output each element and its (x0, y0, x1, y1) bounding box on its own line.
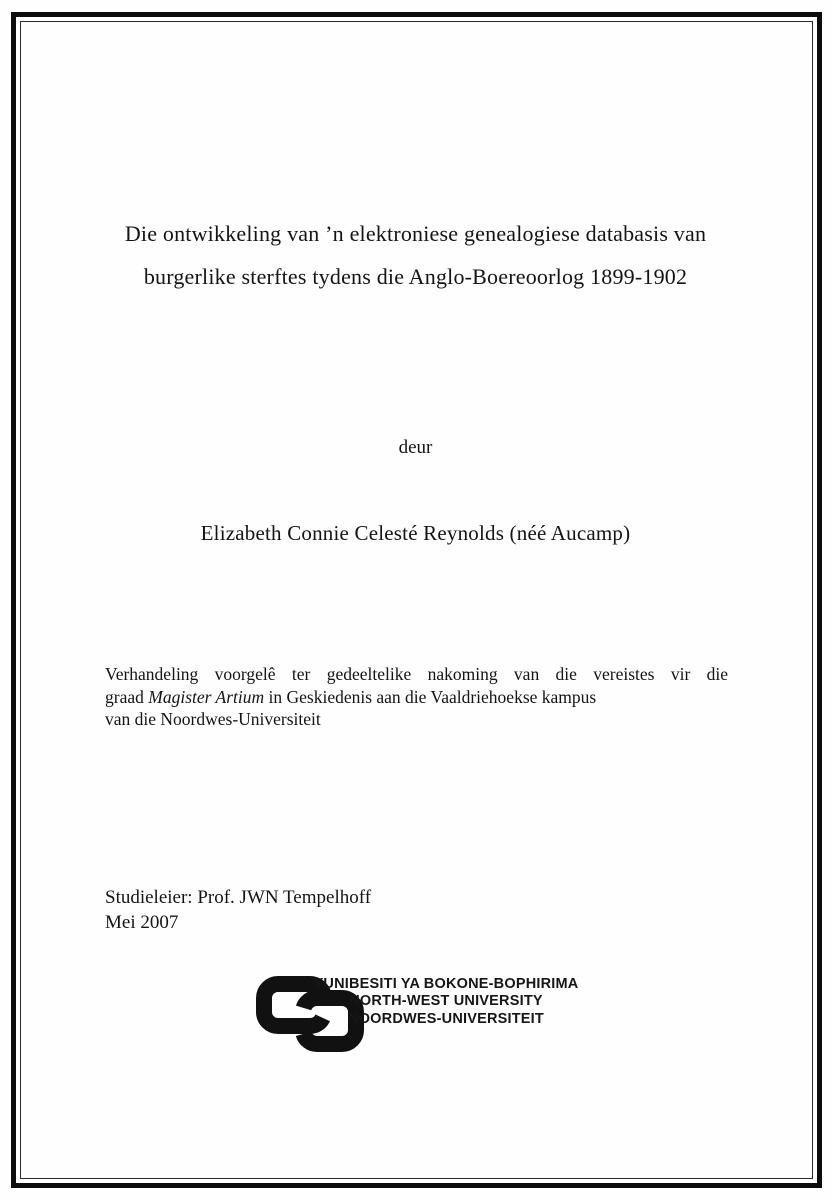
date-line: Mei 2007 (105, 912, 179, 933)
logo-text-line3: NOORDWES-UNIVERSITEIT (348, 1010, 544, 1027)
degree-name: Magister Artium (148, 686, 265, 707)
submission-line2-post: in Geskiedenis aan die Vaaldriehoekse kampus (264, 686, 597, 707)
thesis-title-line1: Die ontwikkeling van ’n elektroniese genealogiese databasis van (124, 221, 707, 246)
university-logo (254, 969, 584, 1054)
logo-text-line2: NORTH-WEST UNIVERSITY (349, 993, 543, 1010)
supervisor-block (105, 885, 371, 935)
thesis-title-line2: burgerlike sterftes tydens die Anglo-Boereoorlog 1899-1902 (143, 264, 688, 289)
submission-line3: van die Noordwes-Universiteit (105, 709, 321, 729)
submission-line2-pre: graad (105, 686, 149, 707)
university-logo-text (313, 976, 579, 1028)
thesis-title (60, 212, 771, 298)
supervisor-line: Studieleier: Prof. JWN Tempelhoff (105, 887, 372, 908)
submission-line1: Verhandeling voorgelê ter gedeeltelike nakoming van die vereistes vir die (105, 664, 728, 684)
submission-line2 (105, 686, 728, 709)
submission-statement (105, 663, 728, 731)
logo-text-line1: YUNIBESITI YA BOKONE-BOPHIRIMA (313, 976, 579, 992)
byline-label: deur (398, 437, 433, 458)
author-name: Elizabeth Connie Celesté Reynolds (néé Aucamp) (200, 521, 631, 545)
